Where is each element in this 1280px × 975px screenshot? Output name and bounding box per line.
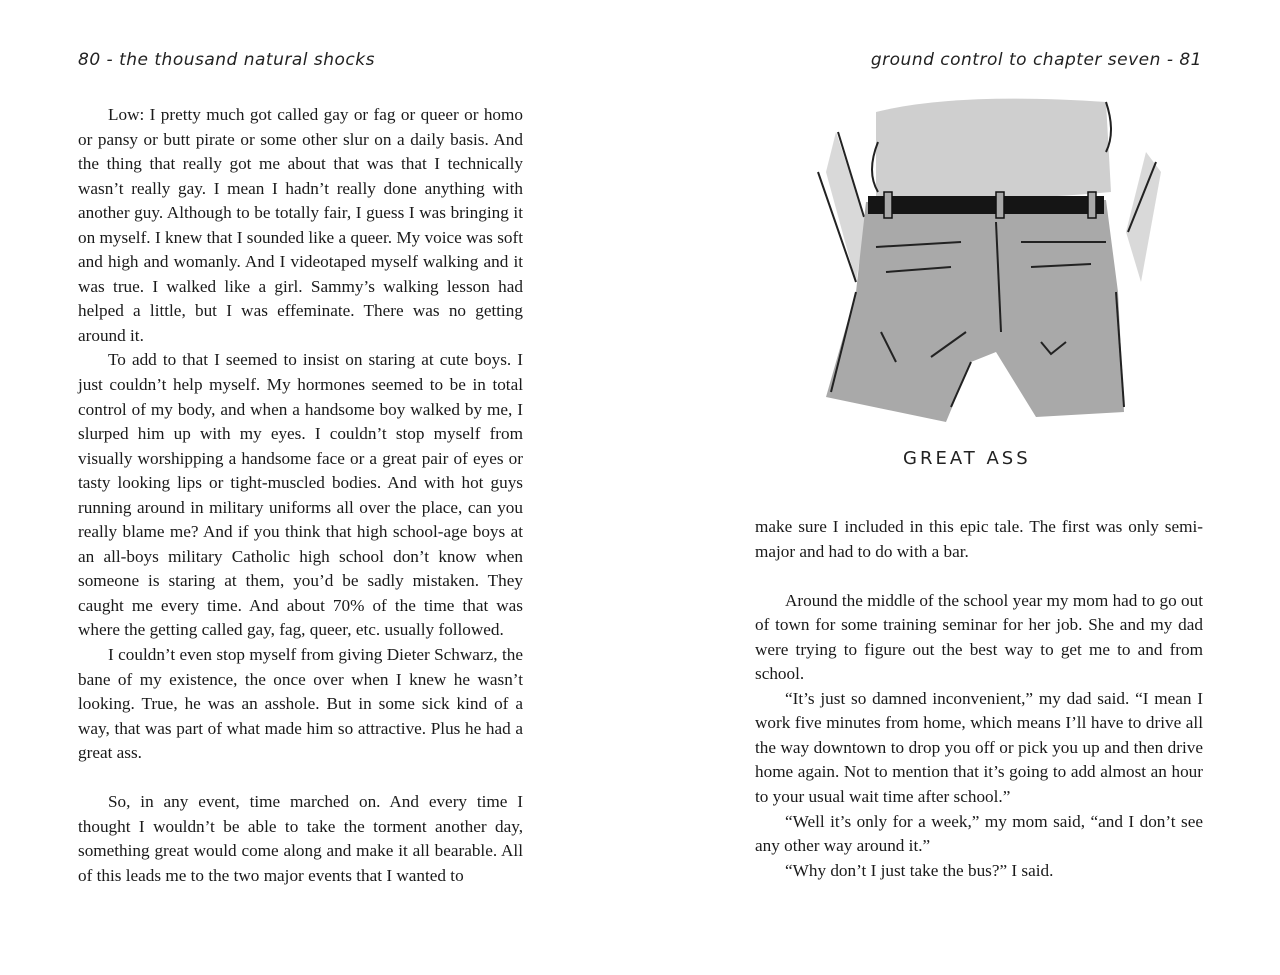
left-page-text — [78, 103, 523, 889]
running-header-right: ground control to chapter seven - 81 — [870, 50, 1202, 70]
paragraph: make sure I included in this epic tale. The first was only semi-major and had to do with a bar. — [755, 517, 1203, 561]
paragraph: “Well it’s only for a week,” my mom said, “and I don’t see any other way around it.” — [755, 811, 1203, 856]
paragraph: So, in any event, time marched on. And every time I thought I wouldn’t be able to take the torment another day, something great would come along and make it all bearable. All of this leads me to the two major events that I wanted to — [78, 792, 523, 885]
illustration-caption: GREAT ASS — [903, 448, 1031, 469]
paragraph: Around the middle of the school year my mom had to go out of town for some training seminar for her job. She and my dad were trying to figure out the best way to get me to and from school. — [755, 590, 1203, 684]
shorts-illustration — [806, 92, 1176, 482]
running-header-left: 80 - the thousand natural shocks — [78, 50, 375, 70]
paragraph: “It’s just so damned inconvenient,” my dad said. “I mean I work five minutes from home, which means I’ll have to drive all the way downtown to drop you off or pick you up and then drive home again. Not to mention that it’s going to add almost an hour to your usual wait time after school.” — [755, 688, 1203, 807]
paragraph: To add to that I seemed to insist on staring at cute boys. I just couldn’t help myself. My hormones seemed to be in total control of my body, and when a handsome boy walked by me, I slurped him up with my eyes. I couldn’t stop myself from visually worshipping a handsome face or a great pair of eyes or tasty looking lips or tight-muscled bodies. And with hot guys running around in military uniforms all over the place, can you really blame me? And if you think that high school-age boys at an all-boys military Catholic high school don’t know when someone is staring at them, you’d be sadly mistaken. They caught me every time. And about 70% of the time that was where the getting called gay, fag, queer, etc. usually followed. — [78, 350, 523, 640]
paragraph: “Why don’t I just take the bus?” I said. — [785, 860, 1054, 880]
paragraph: I couldn’t even stop myself from giving Dieter Schwarz, the bane of my existence, the once over when I knew he wasn’t looking. True, he was an asshole. But in some sick kind of a way, that was part of what made him so attractive. Plus he had a great ass. — [78, 645, 523, 763]
right-page-text — [755, 515, 1203, 883]
paragraph: Low: I pretty much got called gay or fag or queer or homo or pansy or butt pirate or some other slur on a daily basis. And the thing that really got me about that was that I technically wasn’t really gay. I mean I hadn’t really done anything with another guy. Although to be totally fair, I guess I was bringing it on myself. I knew that I sounded like a queer. My voice was soft and high and womanly. And I videotaped myself walking and it was true. I walked like a girl. Sammy’s walking lesson had helped a little, but I was effeminate. There was no getting around it. — [78, 105, 523, 345]
